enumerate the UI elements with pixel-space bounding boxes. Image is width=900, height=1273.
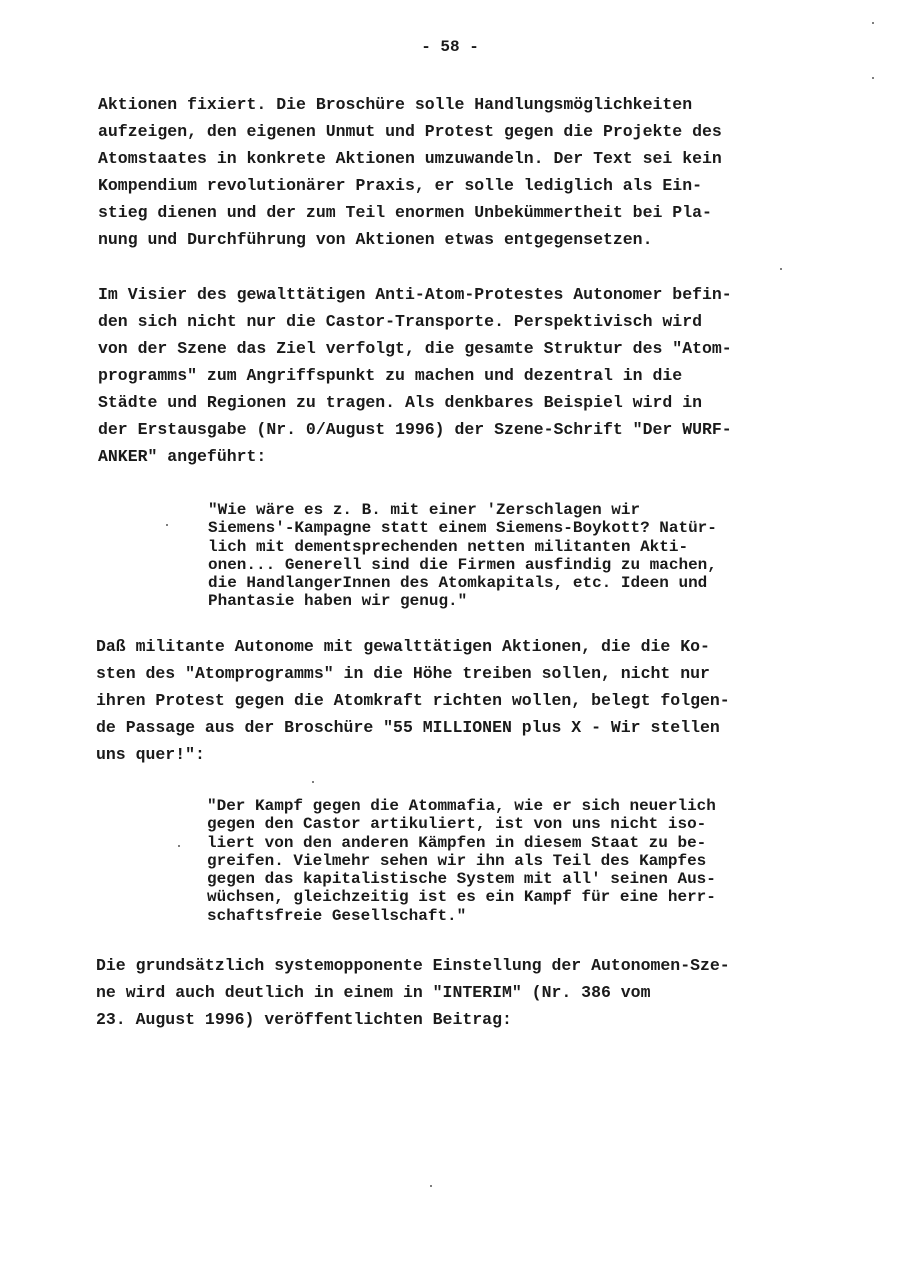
text-line: ANKER" angeführt: (98, 447, 267, 466)
quote-line: wüchsen, gleichzeitig ist es ein Kampf für eine herr- (207, 888, 716, 907)
scan-speck (178, 845, 180, 847)
text-line: de Passage aus der Broschüre "55 MILLIONEN plus X - Wir stellen (96, 718, 720, 737)
block-quote-2 (207, 797, 716, 925)
text-line: der Erstausgabe (Nr. 0/August 1996) der Szene-Schrift "Der WURF- (98, 420, 732, 439)
scan-speck (872, 22, 874, 24)
quote-line: lich mit dementsprechenden netten militanten Akti- (208, 537, 689, 556)
quote-line: schaftsfreie Gesellschaft." (207, 906, 467, 925)
scan-speck (780, 268, 782, 270)
quote-line: gegen das kapitalistische System mit all' seinen Aus- (207, 870, 716, 889)
page-number: - 58 - (421, 38, 479, 56)
text-line: Die grundsätzlich systemopponente Einstellung der Autonomen-Sze- (96, 956, 730, 975)
scan-speck (166, 524, 168, 526)
text-line: programms" zum Angriffspunkt zu machen und dezentral in die (98, 366, 683, 385)
scan-speck (430, 1185, 432, 1187)
quote-line: onen... Generell sind die Firmen ausfindig zu machen, (208, 555, 717, 574)
quote-line: die HandlangerInnen des Atomkapitals, etc. Ideen und (208, 574, 708, 593)
text-line: den sich nicht nur die Castor-Transporte. Perspektivisch wird (98, 312, 702, 331)
text-line: Atomstaates in konkrete Aktionen umzuwandeln. Der Text sei kein (98, 149, 722, 168)
quote-line: "Der Kampf gegen die Atommafia, wie er sich neuerlich (207, 797, 716, 815)
text-line: Daß militante Autonome mit gewalttätigen Aktionen, die die Ko- (96, 637, 710, 656)
quote-line: liert von den anderen Kämpfen in diesem Staat zu be- (207, 833, 707, 852)
text-line: sten des "Atomprogramms" in die Höhe treiben sollen, nicht nur (96, 664, 710, 683)
text-line: Städte und Regionen zu tragen. Als denkbares Beispiel wird in (98, 393, 702, 412)
text-line: stieg dienen und der zum Teil enormen Unbekümmertheit bei Pla- (98, 203, 712, 222)
text-line: Kompendium revolutionärer Praxis, er solle lediglich als Ein- (98, 176, 702, 195)
scan-speck (872, 77, 874, 79)
block-quote-1 (208, 501, 717, 611)
text-line: aufzeigen, den eigenen Unmut und Protest gegen die Projekte des (98, 122, 722, 141)
text-line: Im Visier des gewalttätigen Anti-Atom-Protestes Autonomer befin- (98, 285, 732, 304)
quote-line: gegen den Castor artikuliert, ist von uns nicht iso- (207, 815, 707, 834)
scan-speck (312, 781, 314, 783)
text-line: 23. August 1996) veröffentlichten Beitrag: (96, 1010, 512, 1029)
text-line: ihren Protest gegen die Atomkraft richten wollen, belegt folgen- (96, 691, 730, 710)
quote-line: "Wie wäre es z. B. mit einer 'Zerschlagen wir (208, 501, 641, 519)
body-paragraph-4 (96, 952, 730, 1033)
text-line: ne wird auch deutlich in einem in "INTERIM" (Nr. 386 vom (96, 983, 651, 1002)
body-paragraph-3 (96, 633, 730, 768)
quote-line: Phantasie haben wir genug." (208, 592, 468, 611)
quote-line: greifen. Vielmehr sehen wir ihn als Teil des Kampfes (207, 851, 707, 870)
text-line: von der Szene das Ziel verfolgt, die gesamte Struktur des "Atom- (98, 339, 732, 358)
body-paragraph-2 (98, 281, 732, 470)
text-line: Aktionen fixiert. Die Broschüre solle Handlungsmöglichkeiten (98, 95, 693, 114)
body-paragraph-1 (98, 91, 722, 253)
text-line: uns quer!": (96, 745, 205, 764)
text-line: nung und Durchführung von Aktionen etwas entgegensetzen. (98, 230, 653, 249)
quote-line: Siemens'-Kampagne statt einem Siemens-Boykott? Natür- (208, 519, 717, 538)
